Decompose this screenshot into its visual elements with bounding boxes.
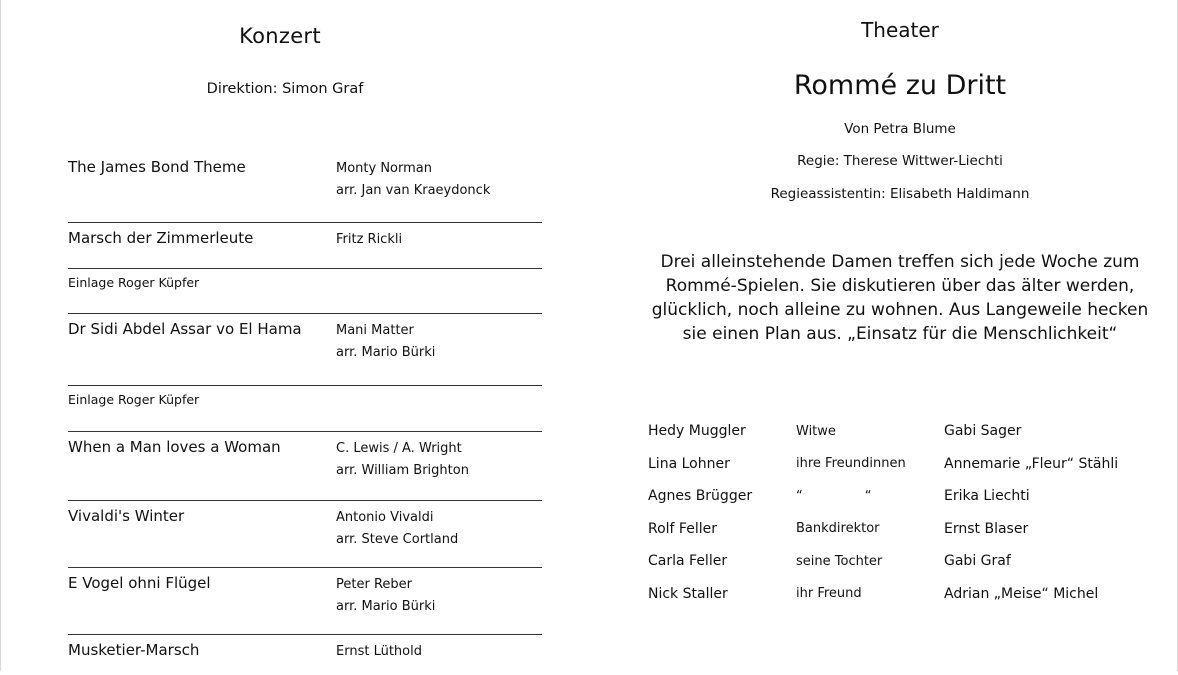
piece-title: The James Bond Theme — [68, 158, 246, 176]
arranger: arr. Jan van Kraeydonck — [336, 183, 491, 198]
play-author: Von Petra Blume — [844, 121, 956, 137]
actor-name: Gabi Graf — [944, 553, 1011, 570]
character-name: Carla Feller — [648, 553, 728, 570]
play-summary: Drei alleinstehende Damen treffen sich jede Woche zum Rommé-Spielen. Sie diskutieren über das älter werden, glücklich, noch alleine zu wohnen. Aus Langeweile hecken sie einen Plan aus. „Einsatz für die Menschlichkeit“ — [651, 252, 1149, 344]
character-role: Witwe — [796, 423, 836, 439]
piece-credits — [336, 152, 542, 222]
program-row — [68, 635, 542, 675]
program-row — [68, 568, 542, 635]
piece-credits — [336, 635, 542, 675]
arranger: arr. Mario Bürki — [336, 599, 436, 614]
piece-title: Marsch der Zimmerleute — [68, 229, 254, 247]
cast-list — [648, 415, 1148, 610]
cast-row — [648, 578, 1148, 611]
interlude-text: Einlage Roger Küpfer — [68, 275, 200, 290]
piece-title: When a Man loves a Woman — [68, 438, 281, 456]
play-title: Rommé zu Dritt — [793, 70, 1007, 101]
cast-row — [648, 513, 1148, 546]
konzert-page — [0, 0, 580, 671]
character-role: “ “ — [796, 488, 872, 504]
arranger: arr. Mario Bürki — [336, 345, 436, 360]
play-director: Regie: Therese Wittwer-Liechti — [797, 153, 1003, 169]
composer: Fritz Rickli — [336, 232, 403, 247]
character-name: Lina Lohner — [648, 455, 730, 472]
piece-title: Dr Sidi Abdel Assar vo El Hama — [68, 320, 302, 338]
cast-row — [648, 545, 1148, 578]
piece-credits — [336, 501, 542, 567]
actor-name: Ernst Blaser — [944, 520, 1029, 537]
program-row — [68, 432, 542, 501]
composer: Peter Reber — [336, 577, 412, 592]
composer: C. Lewis / A. Wright — [336, 441, 462, 456]
arranger: arr. Steve Cortland — [336, 532, 459, 547]
theater-page — [600, 0, 1178, 671]
character-role: ihre Freundinnen — [796, 456, 906, 472]
piece-title: E Vogel ohni Flügel — [68, 574, 211, 592]
character-role: ihr Freund — [796, 586, 862, 602]
composer: Monty Norman — [336, 161, 432, 176]
character-name: Agnes Brügger — [648, 488, 753, 505]
composer: Ernst Lüthold — [336, 644, 422, 659]
actor-name: Annemarie „Fleur“ Stähli — [944, 455, 1119, 472]
program-row — [68, 152, 542, 223]
piece-credits — [336, 314, 542, 385]
program-interlude-row — [68, 269, 542, 314]
theater-label: Theater — [861, 18, 939, 42]
character-name: Nick Staller — [648, 585, 728, 602]
piece-credits — [336, 223, 542, 268]
program-interlude-row — [68, 386, 542, 432]
cast-row — [648, 480, 1148, 513]
actor-name: Gabi Sager — [944, 423, 1022, 440]
piece-credits — [336, 568, 542, 634]
actor-name: Adrian „Meise“ Michel — [944, 585, 1099, 602]
program-row — [68, 223, 542, 269]
interlude-text: Einlage Roger Küpfer — [68, 392, 200, 407]
piece-credits — [336, 432, 542, 500]
arranger: arr. William Brighton — [336, 463, 469, 478]
piece-title: Musketier-Marsch — [68, 641, 200, 659]
composer: Antonio Vivaldi — [336, 510, 434, 525]
konzert-title: Konzert — [239, 24, 321, 48]
character-name: Hedy Muggler — [648, 423, 746, 440]
program-row — [68, 314, 542, 386]
cast-row — [648, 448, 1148, 481]
program-row — [68, 501, 542, 568]
character-name: Rolf Feller — [648, 520, 717, 537]
actor-name: Erika Liechti — [944, 488, 1030, 505]
piece-title: Vivaldi's Winter — [68, 507, 185, 525]
cast-row — [648, 415, 1148, 448]
composer: Mani Matter — [336, 323, 414, 338]
character-role: seine Tochter — [796, 553, 883, 569]
play-assistant: Regieassistentin: Elisabeth Haldimann — [770, 186, 1030, 202]
konzert-direction: Direktion: Simon Graf — [206, 81, 364, 97]
program-list — [68, 152, 542, 675]
character-role: Bankdirektor — [796, 521, 880, 537]
